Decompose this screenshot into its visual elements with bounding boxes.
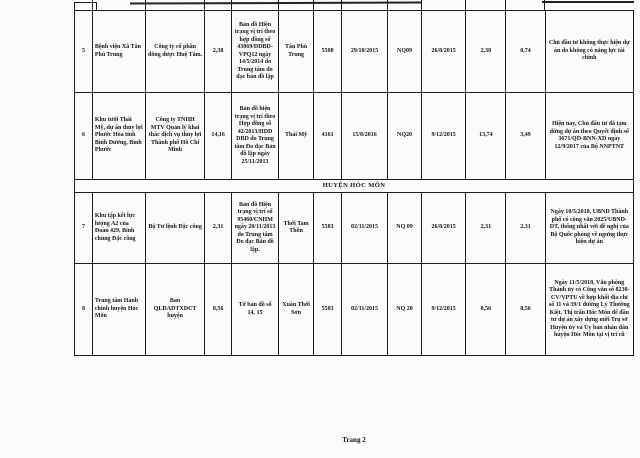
cell-map-info: Bản đồ Hiện trạng vị trí số 95460/CNHM ngày 20/11/2013 do Trung tâm Đo đạc Bản đồ lập. bbox=[232, 193, 279, 264]
cell-ward: Xuân Thới Sơn bbox=[279, 264, 314, 356]
cell-note: Hiện nay, Chủ đầu tư đã tạm dừng dự án theo Quyết định số 3671/QD-BNN-XD ngày 12/9/2017 của Bộ NNPTNT bbox=[545, 93, 633, 180]
cell-project: Bệnh viện Xã Tân Phú Trung bbox=[92, 11, 145, 93]
cell-area-total: 2,38 bbox=[205, 11, 232, 93]
cell-project: Khu tập kết lực lượng A2 của Đoàn 429, Binh chủng Đặc công bbox=[92, 193, 145, 264]
cutoff-line-remnant bbox=[542, 1, 634, 3]
land-projects-table bbox=[74, 10, 634, 356]
cell-resolution: NQ 20 bbox=[387, 264, 421, 356]
cell-resolution: NQ20 bbox=[387, 93, 421, 180]
table-row bbox=[75, 93, 634, 180]
cell-date-1: 02/11/2015 bbox=[342, 264, 388, 356]
cell-parcel: 4161 bbox=[314, 93, 342, 180]
cell-area-2: 13,74 bbox=[466, 93, 506, 180]
cell-area-total: 2,31 bbox=[205, 193, 232, 264]
cell-parcel: 5583 bbox=[314, 264, 342, 356]
table-row bbox=[75, 193, 634, 264]
section-header: HUYỆN HÓC MÔN bbox=[75, 180, 634, 193]
cutoff-line-remnant bbox=[130, 1, 422, 4]
cell-ward: Tân Phú Trung bbox=[279, 11, 314, 93]
column-border-stub bbox=[231, 0, 232, 10]
cell-map-info: Bản đồ Hiện trạng vị trí theo hợp đồng số 43069/DDBD-VPQ12 ngày 14/5/2014 do Trung tâm đo đạc bản đồ lập bbox=[232, 11, 279, 93]
column-border-stub bbox=[544, 0, 545, 10]
cell-ward: Thái Mỹ bbox=[279, 93, 314, 180]
cell-ward: Thới Tam Thôn bbox=[279, 193, 314, 264]
cell-map-info: Bản đồ hiện trạng vị trí theo Hợp đồng số 42/2013/HDD DBD do Trung tâm Đo đạc Bản đồ lập ngày 25/11/2013 bbox=[232, 93, 279, 180]
column-border-stub bbox=[145, 0, 146, 10]
column-border-stub bbox=[313, 0, 314, 10]
cell-area-2: 2,31 bbox=[466, 193, 506, 264]
cell-area-3: 0,74 bbox=[506, 11, 545, 93]
cell-area-3: 2,31 bbox=[506, 193, 545, 264]
cell-investor: Bộ Tư lệnh Đặc công bbox=[145, 193, 204, 264]
cell-area-2: 8,56 bbox=[466, 264, 506, 356]
cell-area-2: 2,38 bbox=[466, 11, 506, 93]
column-border-stub bbox=[465, 0, 466, 10]
cell-parcel: 5583 bbox=[314, 193, 342, 264]
cell-date-2: 9/12/2015 bbox=[422, 264, 466, 356]
cell-resolution: NQ09 bbox=[387, 11, 421, 93]
cell-note: Ngày 10/5/2018, UBND Thành phố có công văn 2025/UBND-DT, thống nhất với đề nghị của Bộ Quốc phòng về ngưng thực hiện dự án bbox=[545, 193, 633, 264]
page-number: Trang 2 bbox=[342, 436, 366, 444]
cell-date-2: 26/8/2015 bbox=[422, 193, 466, 264]
column-border-stub bbox=[421, 0, 422, 10]
column-border-stub bbox=[204, 0, 205, 10]
cell-stt: 8 bbox=[75, 264, 93, 356]
cell-investor: Công ty TNHH MTV Quản lý khai thác dịch vụ thủy lợi Thành phố Hồ Chí Minh bbox=[145, 93, 204, 180]
cell-stt: 7 bbox=[75, 193, 93, 264]
column-border-stub bbox=[341, 0, 342, 10]
column-border-stub bbox=[505, 0, 506, 10]
cell-note: Chủ đầu tư không thực hiện dự án do không có năng lực tài chính bbox=[545, 11, 633, 93]
section-header-row bbox=[75, 180, 634, 193]
cell-stt: 5 bbox=[75, 11, 93, 93]
cell-date-2: 9/12/2015 bbox=[422, 93, 466, 180]
cell-area-total: 14,16 bbox=[205, 93, 232, 180]
column-border-stub bbox=[387, 0, 388, 10]
cell-date-1: 02/11/2015 bbox=[342, 193, 388, 264]
cell-area-3: 8,56 bbox=[506, 264, 545, 356]
cell-note: Ngày 11/5/2018, Văn phòng Thành ủy có Công văn số 8230-CV/VPTU về hợp khối địa chỉ số 11 và 39/1 đường Lý Thường Kiệt, Thị trấn Hóc Môn để đầu tư dự án xây dựng mới Trụ sở Huyện ủy và Ủy ban nhân dân huyện Hóc Môn tại vị trí cũ bbox=[545, 264, 633, 356]
cell-parcel: 5508 bbox=[314, 11, 342, 93]
cell-investor: Công ty cổ phần đông dược Huệ Tâm. bbox=[145, 11, 204, 93]
cell-date-1: 29/10/2015 bbox=[342, 11, 388, 93]
table-row bbox=[75, 11, 634, 93]
cell-project: Khu tưới Thái Mỹ, dự án thủy lợi Phước Hòa tỉnh Bình Dương, Bình Phước bbox=[92, 93, 145, 180]
cell-date-1: 15/8/2016 bbox=[342, 93, 388, 180]
cell-stt: 6 bbox=[75, 93, 93, 180]
cell-map-info: Tờ bản đồ số 14, 15 bbox=[232, 264, 279, 356]
table-row bbox=[75, 264, 634, 356]
column-border-stub bbox=[278, 0, 279, 10]
cell-project: Trung tâm Hành chính huyện Hóc Môn bbox=[92, 264, 145, 356]
column-border-stub bbox=[92, 0, 93, 10]
cell-resolution: NQ 09 bbox=[387, 193, 421, 264]
cell-investor: Ban QLDADTXDCT huyện bbox=[145, 264, 204, 356]
cell-date-2: 26/8/2015 bbox=[422, 11, 466, 93]
cell-area-total: 8,56 bbox=[205, 264, 232, 356]
cell-area-3: 3,49 bbox=[506, 93, 545, 180]
